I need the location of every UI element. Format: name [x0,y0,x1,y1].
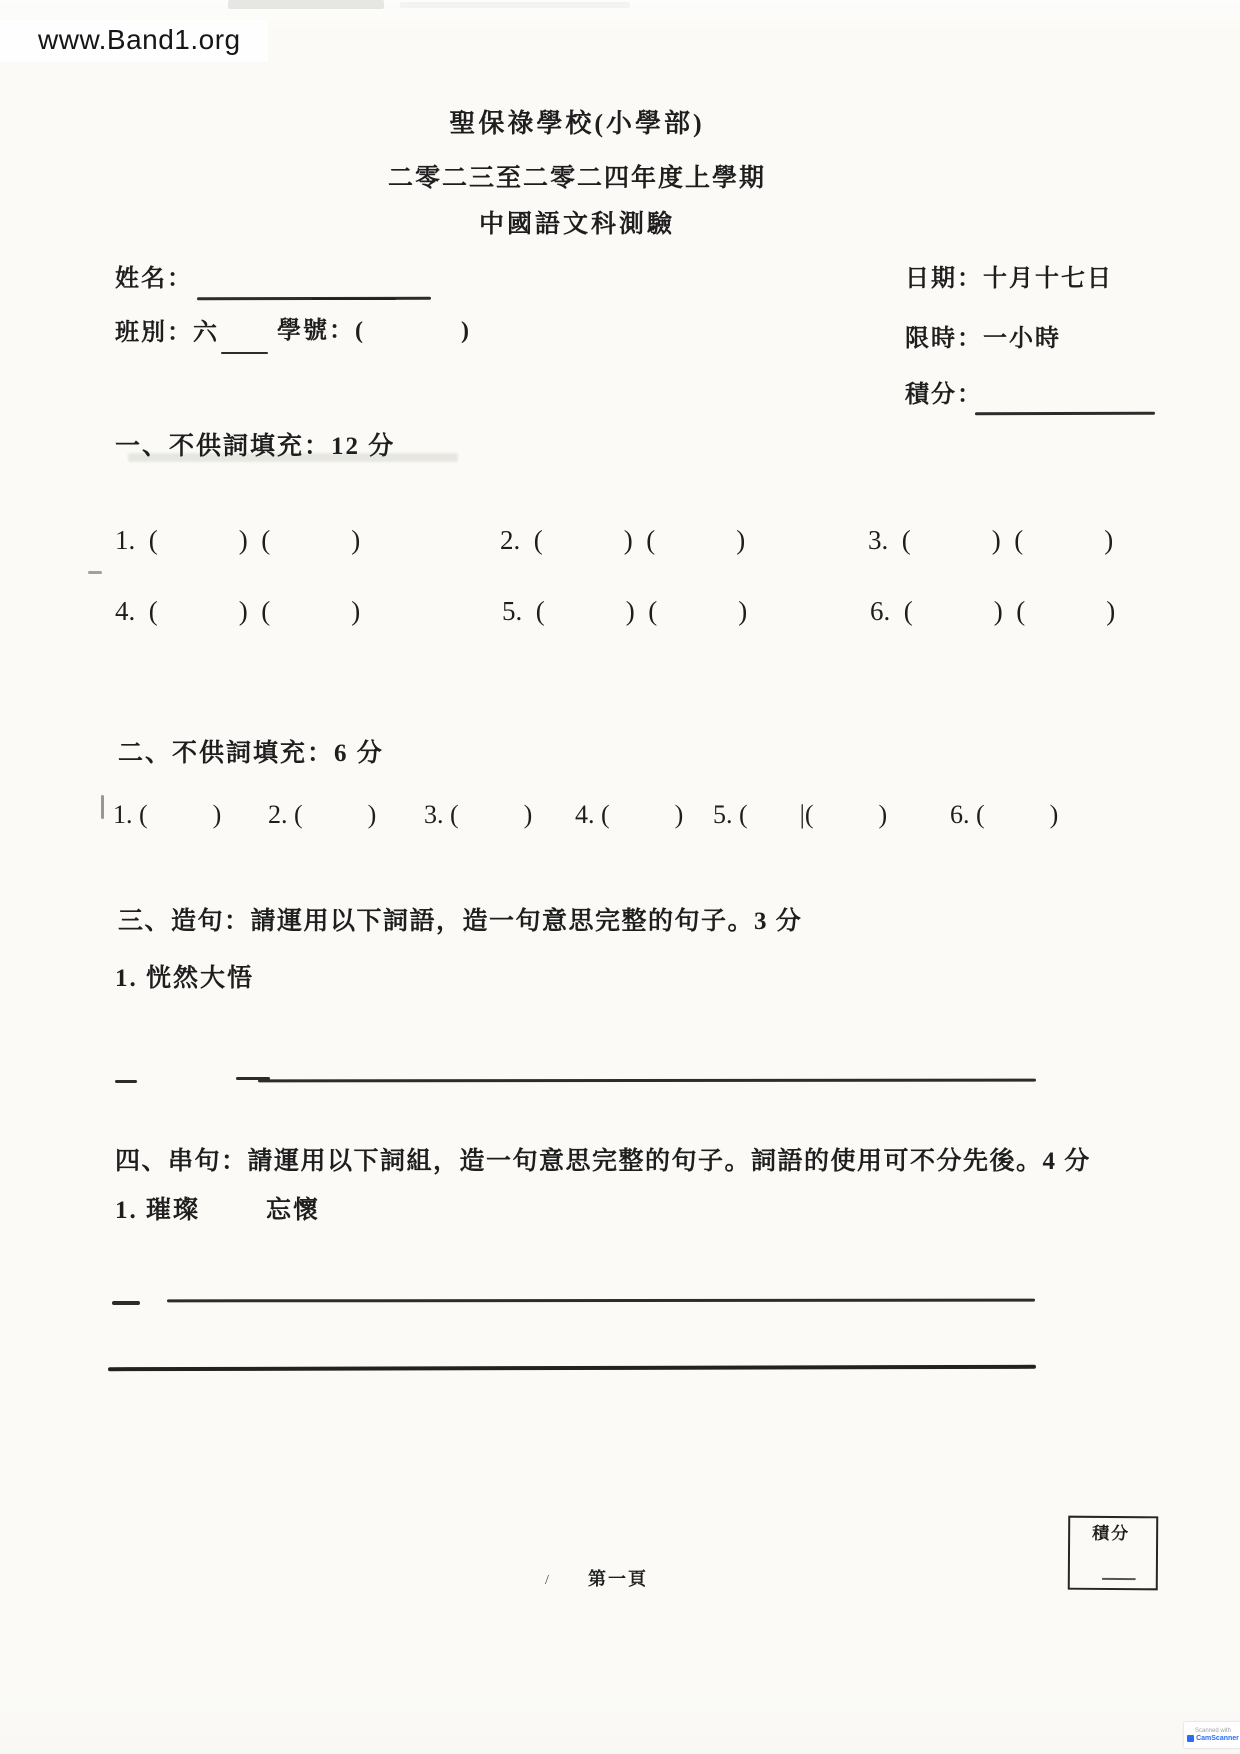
section2-item-1: 1. ( ) [113,800,222,829]
scan-artifact-top-smudge-2 [400,2,630,8]
name-underline-overlap [312,298,396,300]
section2-item-4: 4. ( ) [575,800,684,829]
section3-heading: 三、造句：請運用以下詞語，造一句意思完整的句子。3 分 [118,908,803,935]
time-label: 限時：一小時 [905,326,1061,352]
section3-answer-line-dash [115,1080,137,1083]
section2-item-6: 6. ( ) [950,800,1059,829]
section1-item-3: 3. ( ) ( ) [868,525,1114,555]
section1-item-4: 4. ( ) ( ) [115,596,361,626]
section2-item-5: 5. ( |( ) [713,800,888,829]
scan-artifact-margin-dash [88,571,102,574]
scan-badge-line1: Scanned with [1194,1728,1232,1734]
score-box [1068,1516,1159,1591]
class-label: 班別：六 [115,320,219,346]
student-no-label: 學號：( ) [277,318,471,344]
score-underline [975,412,1155,415]
score-box-label: 積分 [1092,1523,1131,1544]
score-label: 積分： [905,382,983,408]
section3-item: 1. 恍然大悟 [115,965,255,992]
section4-answer-line1-dash [112,1301,140,1305]
section1-item-5: 5. ( ) ( ) [502,596,748,626]
scan-artifact-top-smudge [228,0,384,9]
section3-answer-line [258,1079,1036,1082]
site-watermark: www.Band1.org [38,24,241,55]
section4-answer-line2 [108,1365,1036,1371]
date-label: 日期：十月十七日 [905,266,1113,292]
class-underline [221,352,268,354]
page-number-tick: / [545,1573,549,1588]
subject-title: 中國語文科測驗 [478,211,675,238]
scan-artifact-margin-tick [101,795,104,819]
scan-badge-line2: CamScanner [1196,1735,1239,1742]
section4-item: 1. 璀璨 忘懷 [115,1197,321,1224]
camscanner-badge [1184,1722,1240,1748]
section2-heading: 二、不供詞填充：6 分 [118,740,384,767]
section1-item-2: 2. ( ) ( ) [500,525,746,555]
section2-item-2: 2. ( ) [268,800,377,829]
school-title: 聖保祿學校(小學部) [449,109,705,138]
score-box-scribble [1102,1578,1136,1580]
section4-answer-line1 [167,1299,1035,1302]
page-number: 第一頁 [588,1569,648,1589]
section4-heading: 四、串句：請運用以下詞組，造一句意思完整的句子。詞語的使用可不分先後。4 分 [115,1148,1091,1175]
section1-heading: 一、不供詞填充：12 分 [115,433,396,460]
section1-item-1: 1. ( ) ( ) [115,525,361,555]
section2-item-3: 3. ( ) [424,800,533,829]
name-label: 姓名： [115,266,193,292]
camscanner-icon [1187,1735,1194,1742]
section1-item-6: 6. ( ) ( ) [870,596,1116,626]
year-title: 二零二三至二零二四年度上學期 [387,165,766,192]
